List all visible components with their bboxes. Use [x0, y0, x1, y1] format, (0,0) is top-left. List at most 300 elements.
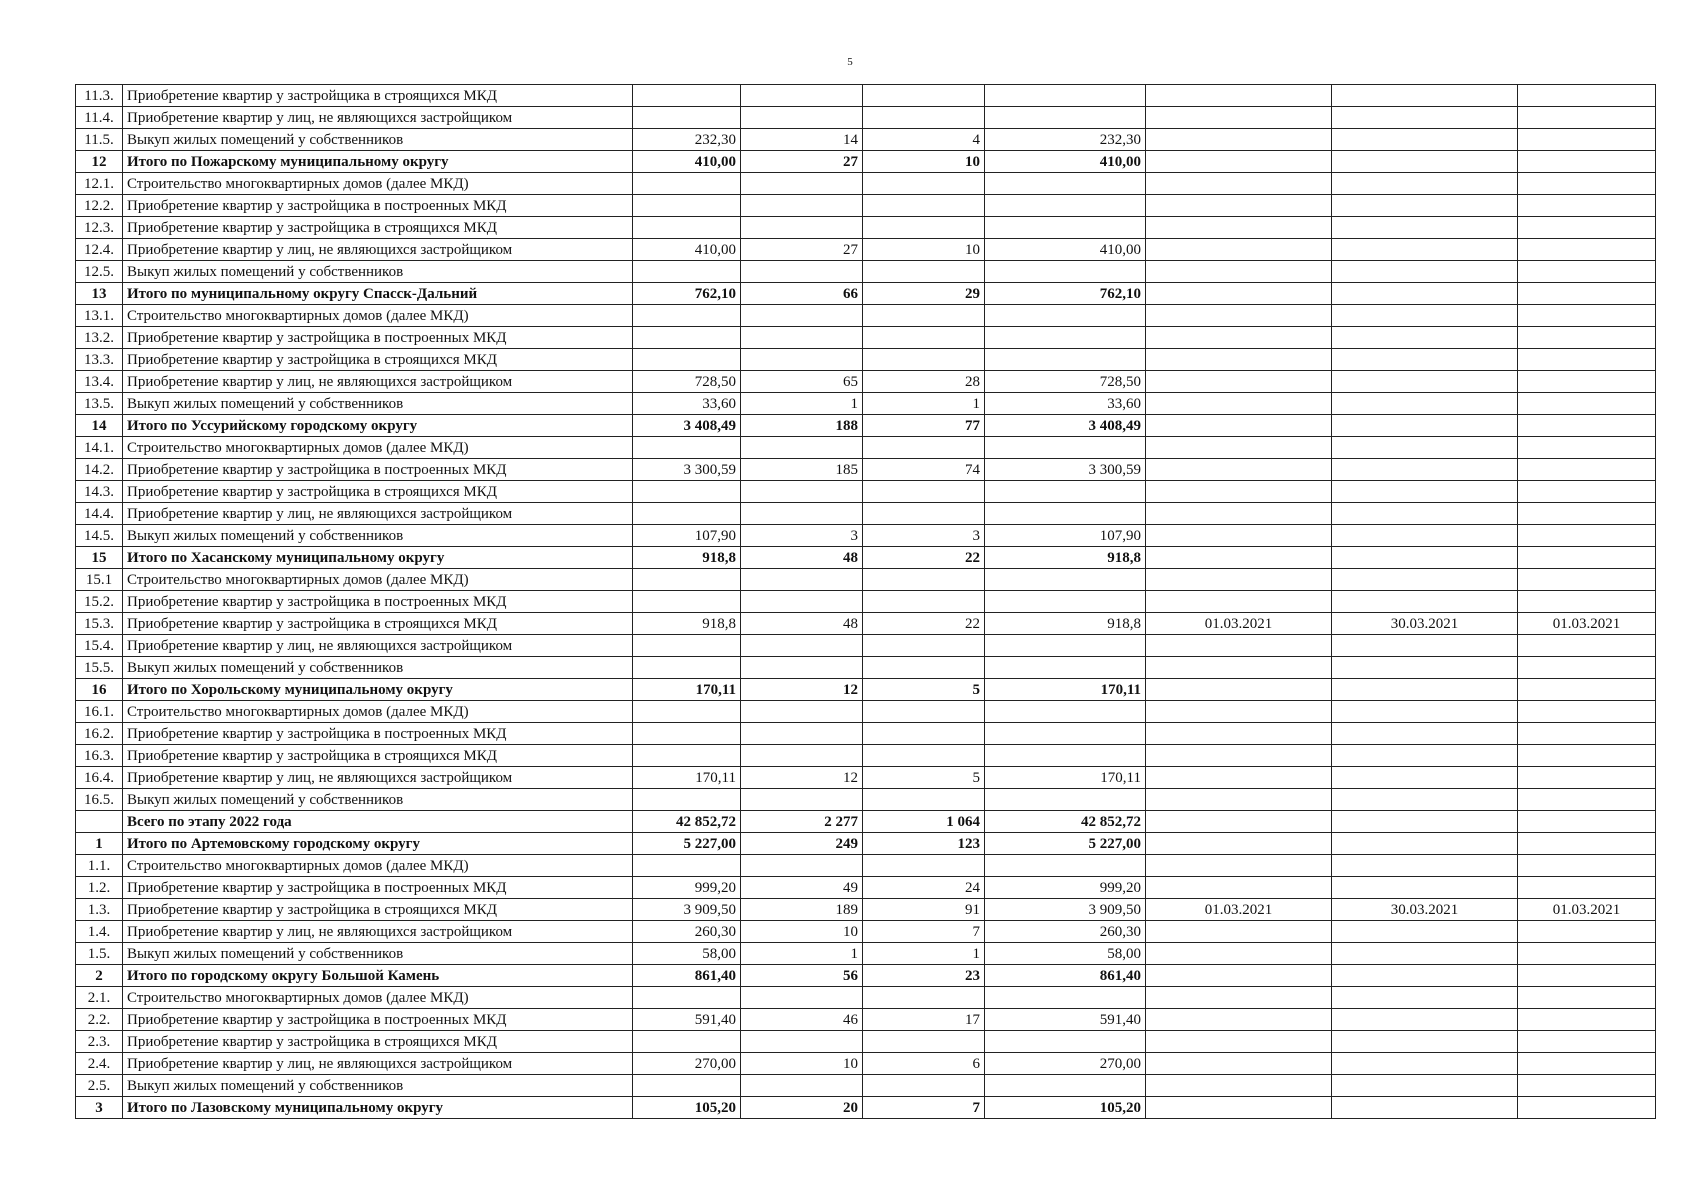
date-plan-cell: [1518, 107, 1656, 129]
people-count-cell: [863, 701, 985, 723]
table-row: [76, 789, 1656, 811]
people-count-cell: 123: [863, 833, 985, 855]
area-cell: 861,40: [633, 965, 741, 987]
area-cell: [633, 789, 741, 811]
date-start-cell: [1146, 569, 1332, 591]
row-name-cell: Выкуп жилых помещений у собственников: [123, 943, 633, 965]
flats-count-cell: [741, 1075, 863, 1097]
date-end-cell: [1332, 525, 1518, 547]
date-end-cell: [1332, 349, 1518, 371]
people-count-cell: [863, 1075, 985, 1097]
row-number-cell: 16.5.: [76, 789, 123, 811]
total-area-cell: 42 852,72: [985, 811, 1146, 833]
row-number-cell: 15.1: [76, 569, 123, 591]
area-cell: [633, 745, 741, 767]
area-cell: 918,8: [633, 547, 741, 569]
total-area-cell: 762,10: [985, 283, 1146, 305]
row-name-cell: Приобретение квартир у застройщика в строящихся МКД: [123, 745, 633, 767]
table-total-row: [76, 283, 1656, 305]
row-name-cell: Приобретение квартир у застройщика в строящихся МКД: [123, 613, 633, 635]
table-row: [76, 217, 1656, 239]
date-end-cell: [1332, 239, 1518, 261]
area-cell: [633, 591, 741, 613]
total-area-cell: 33,60: [985, 393, 1146, 415]
flats-count-cell: 1: [741, 393, 863, 415]
table-row: [76, 701, 1656, 723]
table-row: [76, 767, 1656, 789]
people-count-cell: [863, 1031, 985, 1053]
total-area-cell: 232,30: [985, 129, 1146, 151]
table-total-row: [76, 679, 1656, 701]
date-start-cell: [1146, 1075, 1332, 1097]
row-number-cell: 16.1.: [76, 701, 123, 723]
area-cell: [633, 173, 741, 195]
date-end-cell: [1332, 745, 1518, 767]
people-count-cell: [863, 657, 985, 679]
people-count-cell: [863, 85, 985, 107]
people-count-cell: 77: [863, 415, 985, 437]
area-cell: 232,30: [633, 129, 741, 151]
row-number-cell: 1.5.: [76, 943, 123, 965]
people-count-cell: 1 064: [863, 811, 985, 833]
people-count-cell: [863, 987, 985, 1009]
flats-count-cell: 188: [741, 415, 863, 437]
row-number-cell: 1.3.: [76, 899, 123, 921]
date-end-cell: [1332, 679, 1518, 701]
area-cell: 762,10: [633, 283, 741, 305]
area-cell: [633, 327, 741, 349]
total-area-cell: 5 227,00: [985, 833, 1146, 855]
flats-count-cell: [741, 657, 863, 679]
row-name-cell: Итого по Уссурийскому городскому округу: [123, 415, 633, 437]
flats-count-cell: [741, 327, 863, 349]
date-end-cell: [1332, 503, 1518, 525]
date-start-cell: [1146, 1053, 1332, 1075]
table-row: [76, 393, 1656, 415]
date-start-cell: [1146, 591, 1332, 613]
area-cell: [633, 85, 741, 107]
date-end-cell: [1332, 107, 1518, 129]
people-count-cell: 28: [863, 371, 985, 393]
flats-count-cell: [741, 1031, 863, 1053]
date-start-cell: [1146, 943, 1332, 965]
row-number-cell: 12.4.: [76, 239, 123, 261]
area-cell: [633, 217, 741, 239]
date-end-cell: [1332, 833, 1518, 855]
date-plan-cell: [1518, 921, 1656, 943]
date-start-cell: [1146, 635, 1332, 657]
table-total-row: [76, 833, 1656, 855]
table-row: [76, 987, 1656, 1009]
area-cell: [633, 723, 741, 745]
flats-count-cell: [741, 987, 863, 1009]
date-start-cell: [1146, 833, 1332, 855]
total-area-cell: 728,50: [985, 371, 1146, 393]
table-row: [76, 437, 1656, 459]
table-row: [76, 1031, 1656, 1053]
row-number-cell: 2.4.: [76, 1053, 123, 1075]
area-cell: 170,11: [633, 679, 741, 701]
row-number-cell: 15: [76, 547, 123, 569]
row-number-cell: 13.2.: [76, 327, 123, 349]
date-end-cell: [1332, 1053, 1518, 1075]
row-name-cell: Строительство многоквартирных домов (далее МКД): [123, 569, 633, 591]
people-count-cell: 6: [863, 1053, 985, 1075]
total-area-cell: [985, 745, 1146, 767]
date-plan-cell: 01.03.2021: [1518, 613, 1656, 635]
date-plan-cell: [1518, 569, 1656, 591]
total-area-cell: 591,40: [985, 1009, 1146, 1031]
table-row: [76, 195, 1656, 217]
date-start-cell: [1146, 525, 1332, 547]
table-total-row: [76, 1097, 1656, 1119]
date-start-cell: [1146, 129, 1332, 151]
date-end-cell: [1332, 283, 1518, 305]
date-end-cell: [1332, 921, 1518, 943]
total-area-cell: [985, 305, 1146, 327]
date-start-cell: [1146, 1009, 1332, 1031]
row-number-cell: 12.2.: [76, 195, 123, 217]
people-count-cell: [863, 349, 985, 371]
people-count-cell: [863, 503, 985, 525]
row-name-cell: Приобретение квартир у застройщика в построенных МКД: [123, 877, 633, 899]
flats-count-cell: 66: [741, 283, 863, 305]
date-start-cell: [1146, 327, 1332, 349]
row-name-cell: Приобретение квартир у лиц, не являющихся застройщиком: [123, 371, 633, 393]
total-area-cell: 105,20: [985, 1097, 1146, 1119]
table-row: [76, 371, 1656, 393]
row-name-cell: Приобретение квартир у застройщика в построенных МКД: [123, 327, 633, 349]
date-end-cell: [1332, 1075, 1518, 1097]
flats-count-cell: 65: [741, 371, 863, 393]
flats-count-cell: [741, 437, 863, 459]
row-number-cell: 16.3.: [76, 745, 123, 767]
people-count-cell: [863, 261, 985, 283]
people-count-cell: 5: [863, 679, 985, 701]
total-area-cell: [985, 723, 1146, 745]
date-plan-cell: [1518, 1053, 1656, 1075]
people-count-cell: 23: [863, 965, 985, 987]
people-count-cell: 74: [863, 459, 985, 481]
row-number-cell: 15.4.: [76, 635, 123, 657]
date-end-cell: [1332, 943, 1518, 965]
area-cell: [633, 855, 741, 877]
date-end-cell: [1332, 701, 1518, 723]
row-name-cell: Строительство многоквартирных домов (далее МКД): [123, 305, 633, 327]
date-plan-cell: [1518, 85, 1656, 107]
flats-count-cell: 20: [741, 1097, 863, 1119]
table-row: [76, 877, 1656, 899]
total-area-cell: [985, 701, 1146, 723]
flats-count-cell: [741, 591, 863, 613]
table-row: [76, 745, 1656, 767]
people-count-cell: [863, 635, 985, 657]
flats-count-cell: 27: [741, 151, 863, 173]
area-cell: [633, 1075, 741, 1097]
people-count-cell: 1: [863, 393, 985, 415]
table-total-row: [76, 547, 1656, 569]
flats-count-cell: 1: [741, 943, 863, 965]
date-end-cell: [1332, 965, 1518, 987]
flats-count-cell: 27: [741, 239, 863, 261]
table-row: [76, 1053, 1656, 1075]
date-end-cell: [1332, 635, 1518, 657]
table-row: [76, 327, 1656, 349]
area-cell: [633, 569, 741, 591]
date-plan-cell: [1518, 481, 1656, 503]
row-number-cell: 11.4.: [76, 107, 123, 129]
flats-count-cell: [741, 503, 863, 525]
people-count-cell: [863, 481, 985, 503]
people-count-cell: 91: [863, 899, 985, 921]
row-number-cell: 12.1.: [76, 173, 123, 195]
date-end-cell: 30.03.2021: [1332, 899, 1518, 921]
row-number-cell: 1.1.: [76, 855, 123, 877]
table-row: [76, 569, 1656, 591]
row-number-cell: 13.4.: [76, 371, 123, 393]
row-name-cell: Выкуп жилых помещений у собственников: [123, 129, 633, 151]
table-total-row: [76, 415, 1656, 437]
date-start-cell: [1146, 239, 1332, 261]
total-area-cell: 999,20: [985, 877, 1146, 899]
area-cell: [633, 349, 741, 371]
date-end-cell: [1332, 261, 1518, 283]
area-cell: [633, 701, 741, 723]
table-row: [76, 899, 1656, 921]
date-plan-cell: [1518, 547, 1656, 569]
date-start-cell: [1146, 393, 1332, 415]
total-area-cell: 3 909,50: [985, 899, 1146, 921]
total-area-cell: [985, 195, 1146, 217]
date-end-cell: [1332, 1031, 1518, 1053]
table-row: [76, 635, 1656, 657]
people-count-cell: 5: [863, 767, 985, 789]
date-start-cell: [1146, 789, 1332, 811]
area-cell: [633, 305, 741, 327]
people-count-cell: [863, 305, 985, 327]
total-area-cell: [985, 261, 1146, 283]
row-name-cell: Строительство многоквартирных домов (далее МКД): [123, 437, 633, 459]
date-plan-cell: [1518, 393, 1656, 415]
flats-count-cell: [741, 745, 863, 767]
table-row: [76, 173, 1656, 195]
row-name-cell: Приобретение квартир у застройщика в построенных МКД: [123, 195, 633, 217]
table-row: [76, 723, 1656, 745]
total-area-cell: 58,00: [985, 943, 1146, 965]
table-total-row: [76, 151, 1656, 173]
table-row: [76, 349, 1656, 371]
total-area-cell: 918,8: [985, 613, 1146, 635]
area-cell: [633, 107, 741, 129]
people-count-cell: [863, 173, 985, 195]
total-area-cell: 170,11: [985, 767, 1146, 789]
flats-count-cell: 48: [741, 547, 863, 569]
flats-count-cell: 249: [741, 833, 863, 855]
people-count-cell: [863, 789, 985, 811]
flats-count-cell: 189: [741, 899, 863, 921]
area-cell: 33,60: [633, 393, 741, 415]
flats-count-cell: [741, 217, 863, 239]
date-end-cell: [1332, 195, 1518, 217]
date-start-cell: [1146, 173, 1332, 195]
total-area-cell: 170,11: [985, 679, 1146, 701]
people-count-cell: 24: [863, 877, 985, 899]
date-start-cell: [1146, 503, 1332, 525]
table-total-row: [76, 811, 1656, 833]
date-start-cell: 01.03.2021: [1146, 613, 1332, 635]
date-plan-cell: [1518, 767, 1656, 789]
people-count-cell: [863, 437, 985, 459]
date-plan-cell: [1518, 129, 1656, 151]
row-name-cell: Приобретение квартир у застройщика в строящихся МКД: [123, 1031, 633, 1053]
row-name-cell: Приобретение квартир у застройщика в строящихся МКД: [123, 349, 633, 371]
date-plan-cell: 01.03.2021: [1518, 899, 1656, 921]
row-number-cell: 14.5.: [76, 525, 123, 547]
row-name-cell: Приобретение квартир у лиц, не являющихся застройщиком: [123, 921, 633, 943]
area-cell: 3 408,49: [633, 415, 741, 437]
row-number-cell: 1.4.: [76, 921, 123, 943]
resettlement-table: [75, 84, 1656, 1119]
row-name-cell: Приобретение квартир у застройщика в строящихся МКД: [123, 899, 633, 921]
date-plan-cell: [1518, 327, 1656, 349]
date-plan-cell: [1518, 217, 1656, 239]
people-count-cell: 22: [863, 547, 985, 569]
date-start-cell: [1146, 415, 1332, 437]
table-row: [76, 613, 1656, 635]
people-count-cell: [863, 327, 985, 349]
flats-count-cell: [741, 349, 863, 371]
flats-count-cell: 12: [741, 767, 863, 789]
date-plan-cell: [1518, 437, 1656, 459]
date-plan-cell: [1518, 261, 1656, 283]
table-total-row: [76, 965, 1656, 987]
date-start-cell: [1146, 811, 1332, 833]
date-plan-cell: [1518, 701, 1656, 723]
date-start-cell: [1146, 547, 1332, 569]
date-plan-cell: [1518, 151, 1656, 173]
date-start-cell: [1146, 1031, 1332, 1053]
flats-count-cell: 185: [741, 459, 863, 481]
total-area-cell: 3 300,59: [985, 459, 1146, 481]
date-start-cell: [1146, 987, 1332, 1009]
flats-count-cell: [741, 107, 863, 129]
row-name-cell: Итого по Лазовскому муниципальному округу: [123, 1097, 633, 1119]
row-name-cell: Приобретение квартир у застройщика в строящихся МКД: [123, 85, 633, 107]
total-area-cell: [985, 437, 1146, 459]
people-count-cell: 17: [863, 1009, 985, 1031]
row-number-cell: 14.2.: [76, 459, 123, 481]
date-start-cell: [1146, 701, 1332, 723]
row-number-cell: 15.2.: [76, 591, 123, 613]
date-plan-cell: [1518, 503, 1656, 525]
total-area-cell: [985, 107, 1146, 129]
date-start-cell: [1146, 371, 1332, 393]
date-end-cell: [1332, 459, 1518, 481]
date-end-cell: [1332, 173, 1518, 195]
row-number-cell: 13.3.: [76, 349, 123, 371]
date-start-cell: [1146, 965, 1332, 987]
date-start-cell: [1146, 195, 1332, 217]
table-row: [76, 481, 1656, 503]
date-start-cell: [1146, 349, 1332, 371]
table-row: [76, 657, 1656, 679]
row-name-cell: Приобретение квартир у лиц, не являющихся застройщиком: [123, 503, 633, 525]
date-end-cell: 30.03.2021: [1332, 613, 1518, 635]
date-end-cell: [1332, 415, 1518, 437]
flats-count-cell: 10: [741, 921, 863, 943]
row-number-cell: 14.3.: [76, 481, 123, 503]
date-end-cell: [1332, 85, 1518, 107]
row-name-cell: Выкуп жилых помещений у собственников: [123, 1075, 633, 1097]
total-area-cell: [985, 173, 1146, 195]
date-end-cell: [1332, 481, 1518, 503]
area-cell: 170,11: [633, 767, 741, 789]
table-row: [76, 239, 1656, 261]
row-number-cell: 12: [76, 151, 123, 173]
date-start-cell: [1146, 459, 1332, 481]
flats-count-cell: 49: [741, 877, 863, 899]
flats-count-cell: [741, 173, 863, 195]
row-name-cell: Итого по Пожарскому муниципальному округу: [123, 151, 633, 173]
row-name-cell: Приобретение квартир у лиц, не являющихся застройщиком: [123, 1053, 633, 1075]
date-start-cell: [1146, 437, 1332, 459]
date-start-cell: [1146, 877, 1332, 899]
area-cell: 107,90: [633, 525, 741, 547]
total-area-cell: 410,00: [985, 151, 1146, 173]
total-area-cell: [985, 503, 1146, 525]
row-name-cell: Приобретение квартир у застройщика в построенных МКД: [123, 591, 633, 613]
row-number-cell: 1: [76, 833, 123, 855]
total-area-cell: [985, 327, 1146, 349]
date-end-cell: [1332, 1009, 1518, 1031]
date-start-cell: [1146, 855, 1332, 877]
total-area-cell: 410,00: [985, 239, 1146, 261]
date-plan-cell: [1518, 1097, 1656, 1119]
total-area-cell: [985, 1031, 1146, 1053]
area-cell: 5 227,00: [633, 833, 741, 855]
total-area-cell: [985, 481, 1146, 503]
date-end-cell: [1332, 371, 1518, 393]
date-end-cell: [1332, 987, 1518, 1009]
row-number-cell: 1.2.: [76, 877, 123, 899]
people-count-cell: [863, 745, 985, 767]
date-plan-cell: [1518, 943, 1656, 965]
row-name-cell: Выкуп жилых помещений у собственников: [123, 393, 633, 415]
date-plan-cell: [1518, 657, 1656, 679]
table-row: [76, 129, 1656, 151]
area-cell: 270,00: [633, 1053, 741, 1075]
area-cell: [633, 657, 741, 679]
table-row: [76, 107, 1656, 129]
row-number-cell: 14: [76, 415, 123, 437]
total-area-cell: [985, 657, 1146, 679]
date-plan-cell: [1518, 1031, 1656, 1053]
area-cell: [633, 635, 741, 657]
people-count-cell: [863, 107, 985, 129]
row-number-cell: 2.3.: [76, 1031, 123, 1053]
row-name-cell: Выкуп жилых помещений у собственников: [123, 261, 633, 283]
date-end-cell: [1332, 657, 1518, 679]
date-start-cell: [1146, 679, 1332, 701]
table-row: [76, 503, 1656, 525]
people-count-cell: [863, 569, 985, 591]
people-count-cell: [863, 195, 985, 217]
area-cell: [633, 481, 741, 503]
row-name-cell: Приобретение квартир у застройщика в построенных МКД: [123, 1009, 633, 1031]
area-cell: 410,00: [633, 151, 741, 173]
row-number-cell: 14.1.: [76, 437, 123, 459]
row-number-cell: 16: [76, 679, 123, 701]
